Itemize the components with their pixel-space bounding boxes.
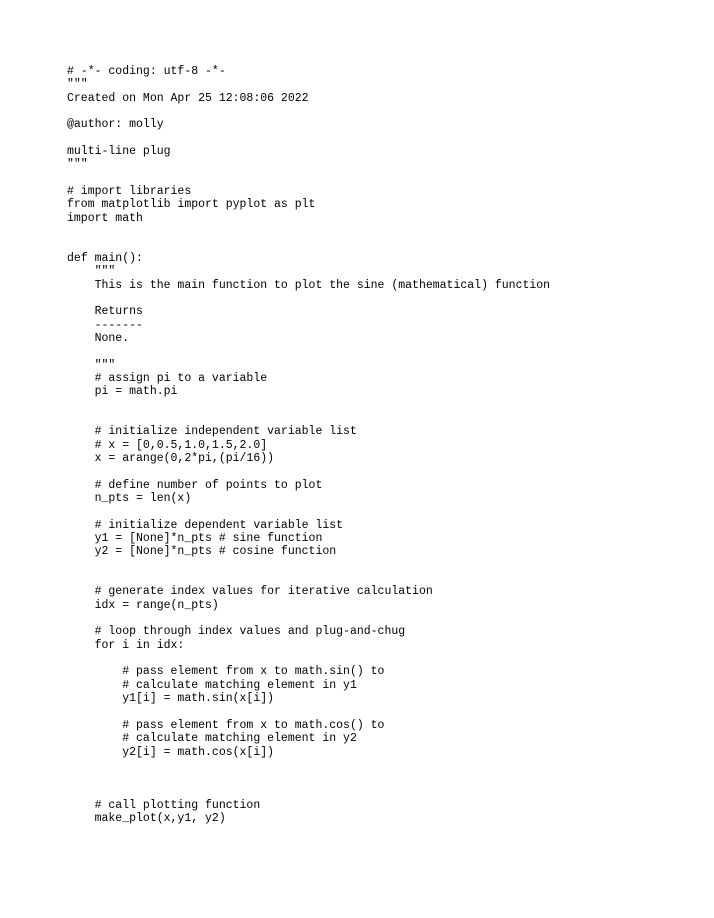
code-line [67, 345, 697, 358]
code-line: # assign pi to a variable [67, 371, 268, 385]
code-line: # calculate matching element in y1 [67, 678, 357, 692]
code-line [67, 105, 697, 118]
code-line: None. [67, 331, 130, 345]
code-line: pi = math.pi [67, 385, 178, 399]
code-line: # initialize independent variable list [67, 425, 357, 439]
code-line: multi-line plug [67, 145, 171, 159]
code-line: idx = range(n_pts) [67, 598, 219, 612]
code-line [67, 292, 697, 305]
code-line [67, 652, 697, 665]
code-line [67, 772, 697, 785]
code-line: # pass element from x to math.sin() to [67, 665, 385, 679]
code-line: from matplotlib import pyplot as plt [67, 198, 316, 212]
code-line [67, 572, 697, 585]
code-line [67, 225, 697, 238]
code-line: This is the main function to plot the sine (mathematical) function [67, 278, 551, 292]
code-line: Returns [67, 305, 143, 319]
code-line [67, 759, 697, 772]
code-line: y2[i] = math.cos(x[i]) [67, 745, 275, 759]
code-line: # pass element from x to math.cos() to [67, 718, 385, 732]
code-line: # loop through index values and plug-and-chug [67, 625, 406, 639]
code-line: import math [67, 211, 143, 225]
code-line: y1[i] = math.sin(x[i]) [67, 692, 275, 706]
code-line [67, 399, 697, 412]
code-line: # import libraries [67, 185, 192, 199]
code-line: x = arange(0,2*pi,(pi/16)) [67, 451, 275, 465]
code-line: y2 = [None]*n_pts # cosine function [67, 545, 337, 559]
code-line [67, 132, 697, 145]
code-line [67, 412, 697, 425]
code-line: def main(): [67, 251, 143, 265]
code-line [67, 559, 697, 572]
code-line: ------- [67, 318, 143, 332]
code-line [67, 465, 697, 478]
code-line [67, 238, 697, 251]
code-line: """ [67, 265, 116, 279]
code-line: # calculate matching element in y2 [67, 732, 357, 746]
code-line: # x = [0,0.5,1.0,1.5,2.0] [67, 438, 268, 452]
code-listing [67, 65, 697, 826]
code-line: make_plot(x,y1, y2) [67, 812, 226, 826]
code-line [67, 612, 697, 625]
code-line: y1 = [None]*n_pts # sine function [67, 532, 323, 546]
code-line: # initialize dependent variable list [67, 518, 344, 532]
code-line: """ [67, 358, 116, 372]
code-line: @author: molly [67, 118, 164, 132]
code-line: # -*- coding: utf-8 -*- [67, 65, 226, 78]
code-line: # generate index values for iterative calculation [67, 585, 433, 599]
code-line: # call plotting function [67, 798, 261, 812]
code-line: n_pts = len(x) [67, 492, 192, 505]
code-line [67, 786, 697, 799]
code-line: """ [67, 158, 88, 172]
code-line [67, 505, 697, 518]
code-line [67, 172, 697, 185]
code-line: for i in idx: [67, 638, 185, 652]
code-line: # define number of points to plot [67, 478, 323, 492]
code-line [67, 706, 697, 719]
code-line: Created on Mon Apr 25 12:08:06 2022 [67, 91, 309, 105]
code-line: """ [67, 78, 88, 92]
